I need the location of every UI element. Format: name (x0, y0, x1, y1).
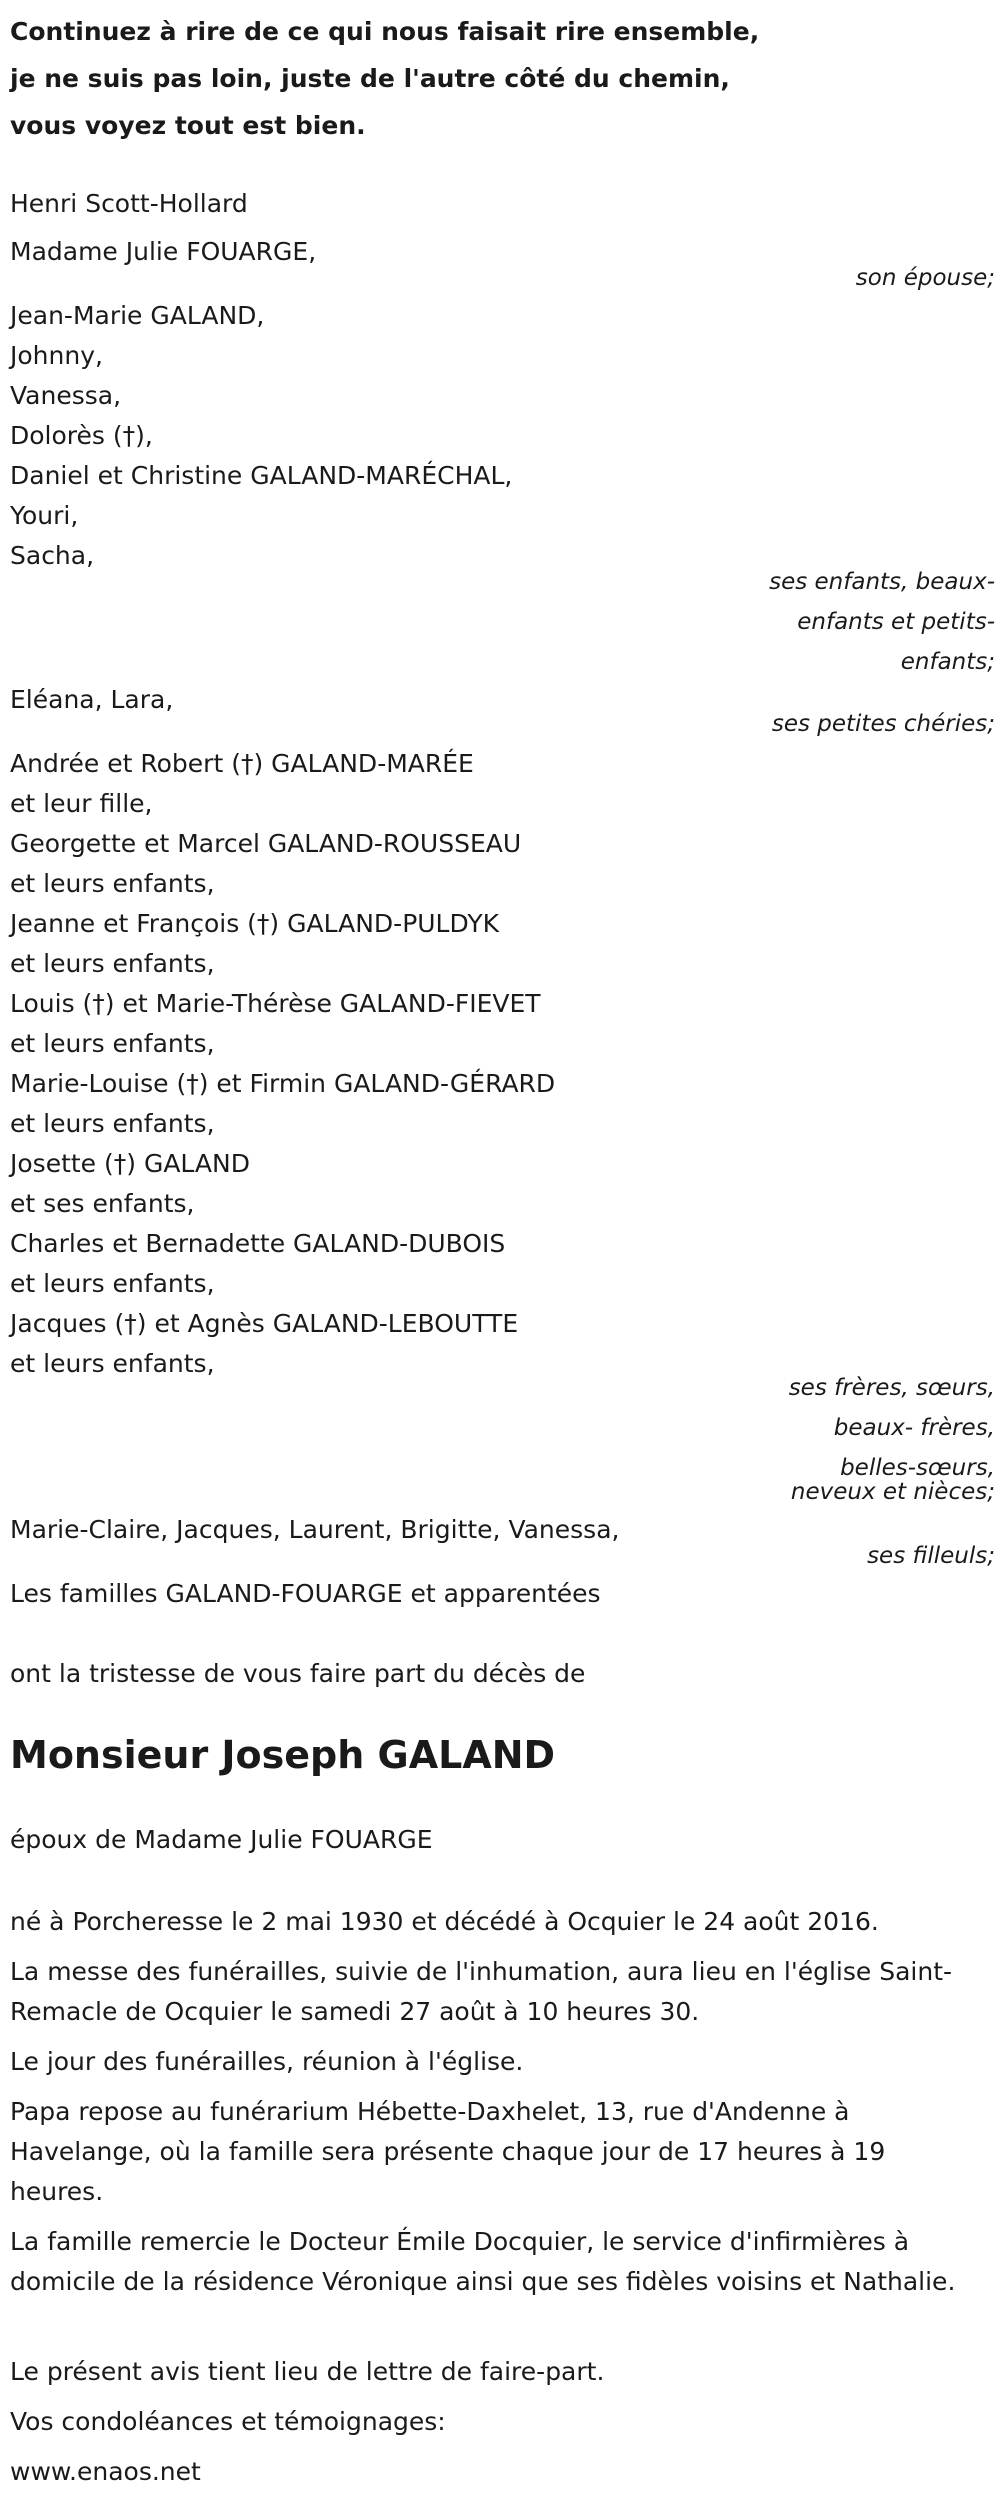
sibling-line: et leurs enfants, (10, 949, 215, 978)
sibling-line: Louis (†) et Marie-Thérèse GALAND-FIEVET (10, 989, 541, 1018)
child-name: Youri, (10, 501, 79, 530)
siblings-relation: neveux et nièces; (790, 1479, 995, 1505)
sibling-line: et leurs enfants, (10, 1029, 215, 1058)
poem-line: je ne suis pas loin, juste de l'autre côté du chemin, (10, 64, 730, 93)
paragraph: Le présent avis tient lieu de lettre de faire-part. (10, 2357, 605, 2386)
child-name: Daniel et Christine GALAND-MARÉCHAL, (10, 461, 513, 490)
announcement: ont la tristesse de vous faire part du décès de (10, 1659, 586, 1688)
paragraph: Vos condoléances et témoignages: (10, 2407, 446, 2436)
sibling-line: et leurs enfants, (10, 1349, 215, 1378)
godchildren-names: Marie-Claire, Jacques, Laurent, Brigitte, Vanessa, (10, 1515, 620, 1544)
poem-line: Continuez à rire de ce qui nous faisait rire ensemble, (10, 17, 760, 46)
sibling-line: Marie-Louise (†) et Firmin GALAND-GÉRARD (10, 1069, 556, 1098)
sibling-line: Georgette et Marcel GALAND-ROUSSEAU (10, 829, 522, 858)
sibling-line: et leurs enfants, (10, 869, 215, 898)
paragraph: La messe des funérailles, suivie de l'inhumation, aura lieu en l'église Saint-Remacle de Ocquier le samedi 27 août à 10 heures 30. (10, 1957, 953, 2026)
sibling-line: Josette (†) GALAND (10, 1149, 250, 1178)
child-name: Jean-Marie GALAND, (10, 301, 265, 330)
siblings-relation: beaux- frères, (833, 1415, 995, 1441)
children-relation: enfants; (900, 649, 995, 675)
godchildren-relation: ses filleuls; (867, 1543, 995, 1569)
sibling-line: Jeanne et François (†) GALAND-PULDYK (10, 909, 500, 938)
children-relation: ses enfants, beaux- (769, 569, 995, 595)
sibling-line: Andrée et Robert (†) GALAND-MARÉE (10, 749, 474, 778)
child-name: Sacha, (10, 541, 95, 570)
sibling-line: Jacques (†) et Agnès GALAND-LEBOUTTE (10, 1309, 519, 1338)
grandchildren-names: Eléana, Lara, (10, 685, 174, 714)
website-link[interactable]: www.enaos.net (10, 2457, 201, 2486)
deceased-name: Monsieur Joseph GALAND (10, 1733, 556, 1777)
paragraph: Le jour des funérailles, réunion à l'église. (10, 2047, 524, 2076)
child-name: Dolorès (†), (10, 421, 153, 450)
child-name: Vanessa, (10, 381, 122, 410)
families-line: Les familles GALAND-FOUARGE et apparentées (10, 1579, 601, 1608)
sibling-line: et leurs enfants, (10, 1109, 215, 1138)
paragraph: Papa repose au funérarium Hébette-Daxhelet, 13, rue d'Andenne à Havelange, où la famille sera présente chaque jour de 17 heures à 19 heures. (10, 2097, 886, 2206)
sibling-line: et leur fille, (10, 789, 153, 818)
spouse-name: Madame Julie FOUARGE, (10, 237, 317, 266)
spouse-relation: son épouse; (855, 265, 995, 291)
poem (10, 8, 990, 149)
siblings-relation: belles-sœurs, (840, 1455, 995, 1481)
sibling-line: Charles et Bernadette GALAND-DUBOIS (10, 1229, 506, 1258)
grandchildren-relation: ses petites chéries; (771, 711, 995, 737)
sibling-line: et leurs enfants, (10, 1269, 215, 1298)
sibling-line: et ses enfants, (10, 1189, 195, 1218)
paragraph: La famille remercie le Docteur Émile Docquier, le service d'infirmières à domicile de la résidence Véronique ainsi que ses fidèles voisins et Nathalie. (10, 2227, 956, 2296)
siblings-relation: ses frères, sœurs, (788, 1375, 995, 1401)
child-name: Johnny, (10, 341, 103, 370)
header-name: Henri Scott-Hollard (10, 189, 248, 218)
deceased-spouse: époux de Madame Julie FOUARGE (10, 1825, 433, 1854)
poem-line: vous voyez tout est bien. (10, 111, 366, 140)
children-relation: enfants et petits- (797, 609, 995, 635)
paragraph: né à Porcheresse le 2 mai 1930 et décédé à Ocquier le 24 août 2016. (10, 1907, 879, 1936)
